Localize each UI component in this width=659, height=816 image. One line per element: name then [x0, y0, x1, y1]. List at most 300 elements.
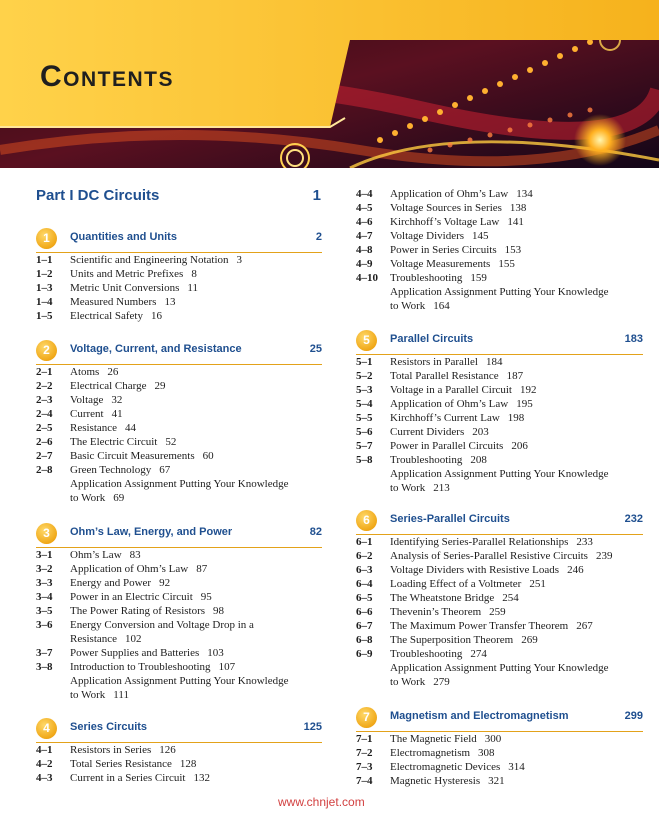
toc-entry[interactable] [36, 491, 326, 505]
section-title-text: The Wheatstone Bridge [390, 592, 495, 604]
toc-entry[interactable] [356, 577, 646, 591]
section-page: 279 [433, 676, 450, 688]
section-title-text: Troubleshooting [390, 272, 463, 284]
section-page: 159 [470, 272, 487, 284]
toc-entry[interactable] [36, 590, 326, 604]
section-title-text: Introduction to Troubleshooting [70, 661, 211, 673]
section-page: 29 [154, 380, 166, 392]
toc-entry[interactable] [36, 379, 326, 393]
section-page: 111 [113, 689, 129, 701]
toc-entry[interactable] [36, 632, 326, 646]
section-number: 7–4 [356, 775, 373, 787]
toc-entry[interactable] [36, 407, 326, 421]
section-title-text: Measured Numbers [70, 296, 157, 308]
section-page: 13 [164, 296, 176, 308]
section-title [390, 201, 526, 215]
toc-entry[interactable] [356, 661, 646, 675]
toc-entry[interactable] [356, 187, 646, 201]
section-page: 26 [107, 366, 119, 378]
section-number: 6–2 [356, 550, 373, 562]
chapter-page: 299 [624, 710, 643, 722]
section-title [70, 743, 176, 757]
section-title-text: Identifying Series-Parallel Relationships [390, 536, 569, 548]
toc-entry[interactable] [36, 253, 326, 267]
section-title-text: Voltage Measurements [390, 258, 491, 270]
toc-entry[interactable] [356, 299, 646, 313]
section-title [390, 591, 519, 605]
section-number: 6–9 [356, 648, 373, 660]
section-title-text: Total Series Resistance [70, 758, 172, 770]
section-title-text: Kirchhoff’s Current Law [390, 412, 500, 424]
toc-entry[interactable] [36, 477, 326, 491]
toc-entry[interactable] [356, 201, 646, 215]
toc-entry[interactable] [356, 549, 646, 563]
section-title [390, 563, 584, 577]
section-title [70, 379, 165, 393]
toc-entry[interactable] [356, 760, 646, 774]
chapter-title: Series Circuits [70, 721, 148, 733]
toc-entry[interactable] [36, 771, 326, 785]
section-number: 6–7 [356, 620, 373, 632]
toc-entry[interactable] [36, 674, 326, 688]
section-title-text: Voltage Dividers [390, 230, 465, 242]
section-number: 2–4 [36, 408, 53, 420]
part-page: 1 [312, 187, 321, 204]
section-page: 164 [433, 300, 450, 312]
section-number: 6–6 [356, 606, 373, 618]
chapter-title: Voltage, Current, and Resistance [70, 343, 242, 355]
section-page: 98 [213, 605, 225, 617]
section-title-text: Electrical Safety [70, 310, 143, 322]
toc-entry[interactable] [36, 267, 326, 281]
section-page: 213 [433, 482, 450, 494]
section-title [390, 271, 487, 285]
section-title-text: to Work [390, 482, 426, 494]
section-page: 69 [113, 492, 125, 504]
toc-entry[interactable] [356, 243, 646, 257]
section-title [390, 299, 450, 313]
section-page: 184 [486, 356, 503, 368]
toc-entry[interactable] [356, 746, 646, 760]
section-title [70, 632, 142, 646]
chapter-heading[interactable] [36, 722, 322, 743]
section-page: 274 [470, 648, 487, 660]
section-title-text: Magnetic Hysteresis [390, 775, 481, 787]
section-number: 5–7 [356, 440, 373, 452]
section-page: 187 [506, 370, 524, 382]
section-title [70, 688, 129, 702]
section-number: 6–1 [356, 536, 373, 548]
section-page: 103 [207, 647, 224, 659]
section-number: 2–6 [36, 436, 53, 448]
section-title-text: The Magnetic Field [390, 733, 477, 745]
section-title [390, 215, 524, 229]
section-number: 1–1 [36, 254, 53, 266]
section-title-text: Electromagnetism [390, 747, 471, 759]
section-title [390, 675, 450, 689]
section-title [390, 439, 528, 453]
section-page: 87 [196, 563, 208, 575]
section-number: 1–4 [36, 296, 53, 308]
section-page: 206 [511, 440, 528, 452]
toc-entry[interactable] [356, 215, 646, 229]
section-number: 2–5 [36, 422, 53, 434]
section-number: 6–3 [356, 564, 373, 576]
section-title-text: Voltage [70, 394, 104, 406]
toc-entry[interactable] [356, 591, 646, 605]
toc-entry[interactable] [356, 535, 646, 549]
section-number: 1–3 [36, 282, 53, 294]
chapter-heading[interactable] [356, 514, 643, 535]
section-title [390, 647, 487, 661]
section-title-text: Basic Circuit Measurements [70, 450, 195, 462]
section-title [70, 604, 224, 618]
section-title [390, 760, 525, 774]
toc-entry[interactable] [356, 397, 646, 411]
toc-entry[interactable] [356, 271, 646, 285]
section-page: 3 [236, 254, 243, 266]
section-page: 267 [576, 620, 593, 632]
toc-entry[interactable] [36, 365, 326, 379]
part-heading: Part I DC Circuits [36, 187, 160, 204]
toc-entry[interactable] [356, 605, 646, 619]
section-number: 5–8 [356, 454, 373, 466]
section-title-text: Loading Effect of a Voltmeter [390, 578, 522, 590]
section-title-text: Kirchhoff’s Voltage Law [390, 216, 500, 228]
toc-entry[interactable] [36, 562, 326, 576]
toc-entry[interactable] [36, 646, 326, 660]
section-title [390, 397, 533, 411]
section-page: 239 [595, 550, 613, 562]
section-number: 4–6 [356, 216, 373, 228]
section-title-text: Voltage Sources in Series [390, 202, 502, 214]
section-title [70, 477, 296, 491]
section-page: 41 [111, 408, 123, 420]
section-title [70, 590, 212, 604]
section-number: 4–8 [356, 244, 373, 256]
section-number: 5–2 [356, 370, 373, 382]
section-page: 203 [472, 426, 489, 438]
section-number: 6–4 [356, 578, 373, 590]
section-page: 145 [472, 230, 489, 242]
chapter-heading[interactable] [356, 334, 643, 355]
section-title-text: Ohm’s Law [70, 549, 122, 561]
section-title [390, 187, 533, 201]
watermark: www.chnjet.com [278, 795, 365, 809]
section-page: 95 [200, 591, 212, 603]
chapter-title: Parallel Circuits [390, 333, 474, 345]
section-title-text: Application of Ohm’s Law [390, 398, 509, 410]
section-title-text: Current in a Series Circuit [70, 772, 186, 784]
section-page: 259 [489, 606, 506, 618]
section-title [390, 535, 593, 549]
section-title-text: Resistance [70, 422, 118, 434]
toc-entry[interactable] [36, 281, 326, 295]
section-number: 4–9 [356, 258, 373, 270]
section-page: 233 [576, 536, 593, 548]
section-number: 2–8 [36, 464, 53, 476]
section-page: 44 [125, 422, 137, 434]
toc-entry[interactable] [356, 453, 646, 467]
section-title [70, 421, 136, 435]
toc-entry[interactable] [356, 467, 646, 481]
section-page: 126 [159, 744, 176, 756]
toc-entry[interactable] [356, 774, 646, 788]
section-number: 6–5 [356, 592, 373, 604]
section-title-text: Power in an Electric Circuit [70, 591, 193, 603]
section-page: 155 [498, 258, 515, 270]
section-title-text: Application Assignment Putting Your Knowledge [70, 478, 289, 490]
toc-entry[interactable] [356, 355, 646, 369]
section-page: 308 [478, 747, 495, 759]
section-title-text: Resistance [70, 633, 118, 645]
chapter-page: 232 [624, 513, 643, 525]
section-title [70, 562, 207, 576]
toc-entry[interactable] [356, 257, 646, 271]
section-title [70, 449, 214, 463]
section-title [70, 281, 198, 295]
section-title [70, 491, 124, 505]
section-title [70, 646, 224, 660]
section-title [70, 309, 162, 323]
section-title-text: The Electric Circuit [70, 436, 158, 448]
section-title [70, 463, 170, 477]
section-title [390, 549, 612, 563]
section-number: 6–8 [356, 634, 373, 646]
section-number: 4–3 [36, 772, 53, 784]
section-title-text: Voltage in a Parallel Circuit [390, 384, 512, 396]
section-title-text: Electromagnetic Devices [390, 761, 501, 773]
section-number: 3–7 [36, 647, 53, 659]
section-title-text: Current [70, 408, 104, 420]
section-title [70, 435, 176, 449]
section-page: 246 [567, 564, 584, 576]
section-page: 128 [179, 758, 197, 770]
section-number: 5–1 [356, 356, 373, 368]
section-title-text: to Work [70, 689, 106, 701]
toc-entry[interactable] [356, 439, 646, 453]
section-page: 132 [193, 772, 210, 784]
section-title [390, 774, 505, 788]
toc-entry[interactable] [356, 411, 646, 425]
toc-entry[interactable] [356, 383, 646, 397]
section-title-text: Resistors in Parallel [390, 356, 478, 368]
section-number: 1–2 [36, 268, 53, 280]
section-number: 3–5 [36, 605, 53, 617]
section-title [390, 285, 616, 299]
section-title-text: Power Supplies and Batteries [70, 647, 200, 659]
section-title [390, 481, 450, 495]
chapter-heading[interactable] [356, 711, 643, 732]
section-number: 7–2 [356, 747, 373, 759]
section-title [70, 674, 296, 688]
section-number: 5–6 [356, 426, 373, 438]
section-title [390, 355, 503, 369]
section-title-text: Scientific and Engineering Notation [70, 254, 229, 266]
chapter-title: Quantities and Units [70, 231, 177, 243]
section-title-text: Application Assignment Putting Your Knowledge [390, 468, 609, 480]
section-number: 3–1 [36, 549, 53, 561]
section-title [390, 619, 593, 633]
chapter-heading[interactable] [36, 232, 322, 253]
chapter-number-badge: 4 [36, 718, 57, 739]
section-number: 2–2 [36, 380, 53, 392]
section-title [390, 425, 489, 439]
section-page: 195 [516, 398, 533, 410]
section-title-text: Analysis of Series-Parallel Resistive Circuits [390, 550, 588, 562]
section-title [70, 407, 123, 421]
toc-entry[interactable] [356, 732, 646, 746]
section-title [390, 633, 538, 647]
section-title [70, 618, 262, 632]
section-page: 16 [151, 310, 162, 322]
section-page: 138 [509, 202, 527, 214]
chapter-number-badge: 5 [356, 330, 377, 351]
section-number: 4–5 [356, 202, 373, 214]
toc-entry[interactable] [356, 285, 646, 299]
section-title-text: Application of Ohm’s Law [390, 188, 509, 200]
chapter-heading[interactable] [36, 527, 322, 548]
section-page: 321 [488, 775, 505, 787]
section-number: 7–1 [356, 733, 373, 745]
toc-entry[interactable] [36, 688, 326, 702]
section-title-text: Power in Series Circuits [390, 244, 497, 256]
section-number: 4–4 [356, 188, 373, 200]
section-page: 198 [507, 412, 525, 424]
section-page: 32 [111, 394, 123, 406]
section-title-text: Troubleshooting [390, 454, 463, 466]
section-number: 2–7 [36, 450, 53, 462]
toc-entry[interactable] [36, 449, 326, 463]
section-title-text: Current Dividers [390, 426, 465, 438]
section-title [390, 453, 487, 467]
toc-entry[interactable] [36, 435, 326, 449]
toc-entry[interactable] [356, 563, 646, 577]
chapter-title: Magnetism and Electromagnetism [390, 710, 569, 722]
section-title [390, 369, 523, 383]
page-title: Contents [40, 60, 174, 93]
section-title-text: The Maximum Power Transfer Theorem [390, 620, 569, 632]
section-page: 192 [520, 384, 537, 396]
toc-entry[interactable] [36, 421, 326, 435]
chapter-page: 125 [303, 721, 322, 733]
toc-entry[interactable] [356, 481, 646, 495]
section-title [70, 253, 242, 267]
section-title [70, 365, 118, 379]
toc-entry[interactable] [356, 425, 646, 439]
section-title [390, 746, 495, 760]
section-page: 67 [159, 464, 171, 476]
toc-entry[interactable] [36, 660, 326, 674]
section-page: 254 [502, 592, 519, 604]
section-title-text: Green Technology [70, 464, 152, 476]
section-title-text: Troubleshooting [390, 648, 463, 660]
toc-entry[interactable] [36, 757, 326, 771]
section-number: 4–1 [36, 744, 53, 756]
chapter-number-badge: 3 [36, 523, 57, 544]
section-title-text: Power in Parallel Circuits [390, 440, 504, 452]
section-title [390, 732, 501, 746]
section-title [70, 771, 210, 785]
section-title-text: Energy and Power [70, 577, 152, 589]
toc-entry[interactable] [36, 309, 326, 323]
chapter-number-badge: 2 [36, 340, 57, 361]
chapter-title: Series-Parallel Circuits [390, 513, 510, 525]
section-title-text: Energy Conversion and Voltage Drop in a [70, 619, 254, 631]
section-number: 3–2 [36, 563, 53, 575]
section-number: 2–1 [36, 366, 53, 378]
toc-entry[interactable] [356, 619, 646, 633]
section-title-text: Thevenin’s Theorem [390, 606, 482, 618]
toc-entry[interactable] [36, 463, 326, 477]
section-page: 300 [484, 733, 502, 745]
section-title-text: The Superposition Theorem [390, 634, 514, 646]
chapter-page: 82 [309, 526, 322, 538]
section-page: 83 [129, 549, 141, 561]
toc-entry[interactable] [36, 743, 326, 757]
chapter-heading[interactable] [36, 344, 322, 365]
section-number: 3–6 [36, 619, 53, 631]
section-title-text: Units and Metric Prefixes [70, 268, 184, 280]
section-page: 92 [159, 577, 171, 589]
section-title [70, 393, 122, 407]
section-number: 3–4 [36, 591, 53, 603]
section-title [390, 661, 616, 675]
toc-entry[interactable] [36, 393, 326, 407]
toc-entry[interactable] [36, 618, 326, 632]
section-number: 5–4 [356, 398, 373, 410]
chapter-page: 25 [309, 343, 322, 355]
section-title [390, 257, 515, 271]
toc-entry[interactable] [356, 675, 646, 689]
toc-entry[interactable] [356, 229, 646, 243]
chapter-number-badge: 7 [356, 707, 377, 728]
toc-entry[interactable] [356, 633, 646, 647]
toc-entry[interactable] [36, 604, 326, 618]
section-title [70, 267, 197, 281]
section-number: 2–3 [36, 394, 53, 406]
section-title [390, 577, 546, 591]
chapter-number-badge: 6 [356, 510, 377, 531]
toc-entry[interactable] [36, 295, 326, 309]
section-title-text: to Work [390, 676, 426, 688]
section-title-text: Application of Ohm’s Law [70, 563, 189, 575]
section-page: 141 [507, 216, 524, 228]
section-number: 3–3 [36, 577, 53, 589]
toc-entry[interactable] [356, 647, 646, 661]
section-page: 153 [504, 244, 522, 256]
section-title [70, 295, 175, 309]
section-page: 208 [470, 454, 487, 466]
section-page: 102 [125, 633, 142, 645]
section-title-text: Metric Unit Conversions [70, 282, 180, 294]
section-title-text: Electrical Charge [70, 380, 147, 392]
section-number: 1–5 [36, 310, 53, 322]
section-title [390, 383, 537, 397]
toc-entry[interactable] [356, 369, 646, 383]
section-title-text: Total Parallel Resistance [390, 370, 499, 382]
section-title [390, 243, 521, 257]
section-title [390, 229, 489, 243]
toc-entry[interactable] [36, 576, 326, 590]
section-title-text: to Work [70, 492, 106, 504]
header-banner [0, 0, 659, 168]
section-number: 5–5 [356, 412, 373, 424]
section-number: 5–3 [356, 384, 373, 396]
section-title [70, 548, 141, 562]
toc-entry[interactable] [36, 548, 326, 562]
section-page: 107 [218, 661, 236, 673]
